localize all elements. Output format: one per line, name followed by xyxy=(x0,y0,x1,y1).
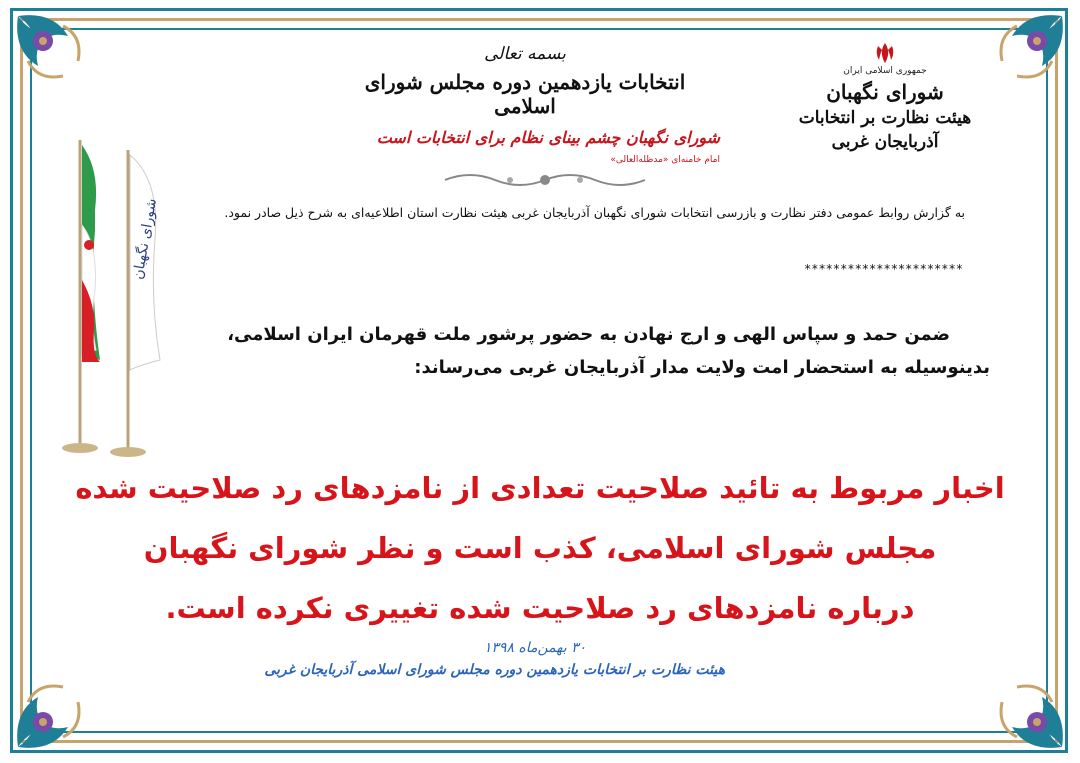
slogan: شورای نگهبان چشم بینای نظام برای انتخابات است xyxy=(376,128,720,147)
slogan-attribution: امام خامنه‌ای «مدظله‌العالی» xyxy=(610,155,720,165)
body-line-1: ضمن حمد و سپاس الهی و ارج نهادن به حضور پرشور ملت قهرمان ایران اسلامی، xyxy=(227,324,950,345)
corner-ornament-icon xyxy=(982,667,1072,757)
svg-text:شورای نگهبان: شورای نگهبان xyxy=(130,197,161,281)
flags-icon xyxy=(40,130,180,460)
intro-text: به گزارش روابط عمومی دفتر نظارت و بازرسی انتخابات شورای نگهبان آذربایجان غربی هیئت نظارت استان اطلاعیه‌ای به شرح ذیل صادر نمود. xyxy=(224,205,965,220)
header xyxy=(360,44,690,118)
corner-ornament-icon xyxy=(982,6,1072,96)
bismillah: بسمه تعالی xyxy=(484,44,566,64)
body-text xyxy=(227,318,990,384)
council-name: شورای نگهبان xyxy=(826,80,944,104)
guardian-council-logo xyxy=(790,40,980,190)
board-title-line1: هیئت نظارت بر انتخابات xyxy=(798,108,972,128)
corner-ornament-icon xyxy=(8,6,98,96)
signature-line: هیئت نظارت بر انتخابات یازدهمین دوره مجلس شورای اسلامی آذربایجان غربی xyxy=(264,662,725,678)
signature xyxy=(264,640,725,678)
separator-stars: ********************** xyxy=(804,262,963,276)
headline xyxy=(60,458,1020,638)
emblem-caption: جمهوری اسلامی ایران xyxy=(843,66,927,76)
corner-ornament-icon xyxy=(8,667,98,757)
headline-line-1: اخبار مربوط به تائید صلاحیت تعدادی از نامزدهای رد صلاحیت شده xyxy=(75,471,1005,505)
divider-ornament-icon xyxy=(440,168,650,192)
headline-line-2: مجلس شورای اسلامی، کذب است و نظر شورای نگهبان xyxy=(143,531,937,565)
slogan-row xyxy=(370,128,720,166)
election-title: انتخابات یازدهمین دوره مجلس شورای اسلامی xyxy=(364,70,686,118)
signature-date: ۳۰ بهمن‌ماه ۱۳۹۸ xyxy=(483,640,587,656)
body-line-2: بدینوسیله به استحضار امت ولایت مدار آذربایجان غربی می‌رساند: xyxy=(414,357,990,378)
headline-line-3: درباره نامزدهای رد صلاحیت شده تغییری نکرده است. xyxy=(165,591,915,625)
board-title-line2: آذربایجان غربی xyxy=(831,132,939,152)
iran-emblem-icon xyxy=(872,40,898,66)
